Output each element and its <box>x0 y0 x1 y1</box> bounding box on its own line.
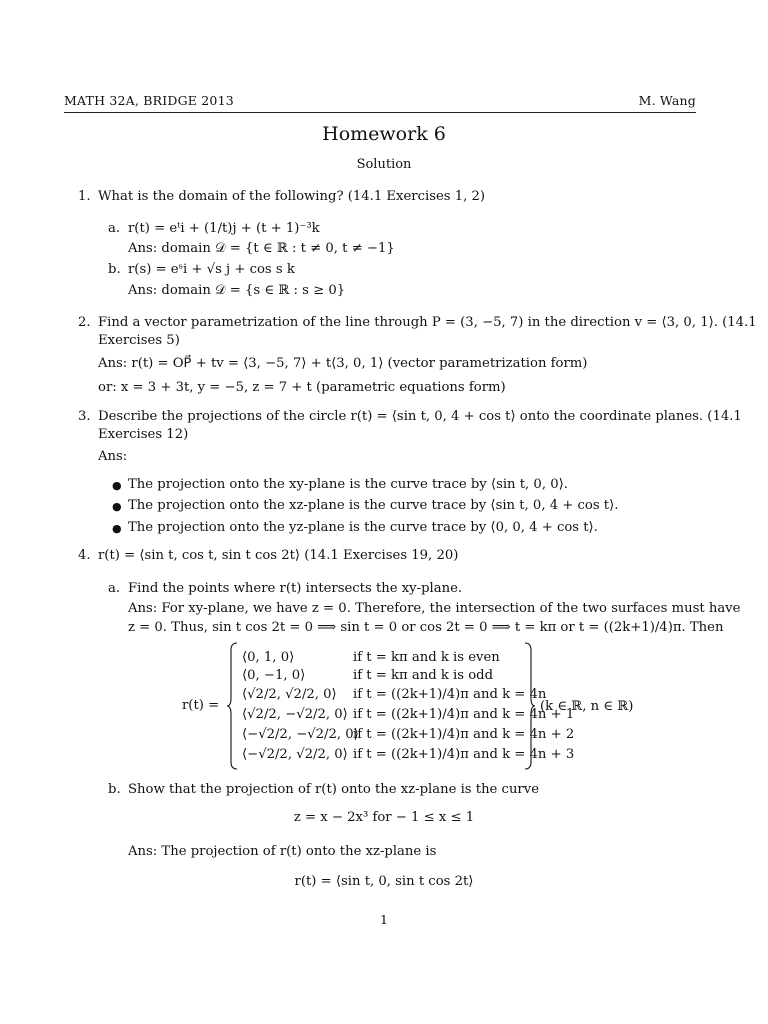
page-title: Homework 6 <box>322 123 446 145</box>
page-subtitle: Solution <box>356 157 412 172</box>
bullet-icon: ● <box>112 500 122 513</box>
piecewise-condition-2: if t = kπ and k is odd <box>353 668 494 683</box>
problem-4-number: 4. <box>78 548 91 563</box>
piecewise-value-5: ⟨−√2/2, −√2/2, 0⟩ <box>242 727 359 742</box>
problem-3-bullet-xy: The projection onto the xy-plane is the curve trace by ⟨sin t, 0, 0⟩. <box>128 477 568 492</box>
bullet-icon: ● <box>112 479 122 492</box>
problem-4a-answer-line1: Ans: For xy-plane, we have z = 0. Therefore, the intersection of the two surfaces must have <box>128 601 741 616</box>
bullet-icon: ● <box>112 522 122 535</box>
author-header: M. Wang <box>638 93 696 108</box>
problem-2-answer-parametric: or: x = 3 + 3t, y = −5, z = 7 + t (parametric equations form) <box>98 380 506 395</box>
problem-3-text-line2: Exercises 12) <box>98 427 189 442</box>
problem-1a-label: a. <box>108 221 121 236</box>
right-brace-icon <box>524 642 536 770</box>
problem-2-text-line2: Exercises 5) <box>98 333 180 348</box>
problem-3-answer-label: Ans: <box>98 449 128 464</box>
problem-4b-equation-2: r(t) = ⟨sin t, 0, sin t cos 2t⟩ <box>294 874 474 889</box>
piecewise-label: r(t) = <box>182 698 220 713</box>
piecewise-value-3: ⟨√2/2, √2/2, 0⟩ <box>242 687 337 702</box>
piecewise-condition-3: if t = ((2k+1)/4)π and k = 4n <box>353 687 547 702</box>
problem-4b-label: b. <box>108 782 121 797</box>
problem-2-number: 2. <box>78 315 91 330</box>
problem-1b-expr: r(s) = eˢi + √s j + cos s k <box>128 262 295 277</box>
problem-3-bullet-yz: The projection onto the yz-plane is the curve trace by ⟨0, 0, 4 + cos t⟩. <box>128 520 598 535</box>
problem-4a-text: Find the points where r(t) intersects the xy-plane. <box>128 581 463 596</box>
piecewise-value-2: ⟨0, −1, 0⟩ <box>242 668 306 683</box>
piecewise-condition-5: if t = ((2k+1)/4)π and k = 4n + 2 <box>353 727 575 742</box>
problem-4a-label: a. <box>108 581 121 596</box>
piecewise-condition-6: if t = ((2k+1)/4)π and k = 4n + 3 <box>353 747 575 762</box>
piecewise-value-1: ⟨0, 1, 0⟩ <box>242 650 295 665</box>
problem-2-text-line1: Find a vector parametrization of the line through P = (3, −5, 7) in the direction v = ⟨3, 0, 1⟩. (14.1 <box>98 315 757 330</box>
problem-3-number: 3. <box>78 409 91 424</box>
problem-3-text-line1: Describe the projections of the circle r(t) = ⟨sin t, 0, 4 + cos t⟩ onto the coordinate planes. (14.1 <box>98 409 742 424</box>
problem-2-answer-vector: Ans: r(t) = OP⃗ + tv = ⟨3, −5, 7⟩ + t⟨3, 0, 1⟩ (vector parametrization form) <box>98 356 588 371</box>
problem-1b-label: b. <box>108 262 121 277</box>
problem-1b-answer: Ans: domain 𝒟 = {s ∈ ℝ : s ≥ 0} <box>128 283 346 298</box>
piecewise-value-6: ⟨−√2/2, √2/2, 0⟩ <box>242 747 348 762</box>
problem-4b-answer: Ans: The projection of r(t) onto the xz-plane is <box>128 844 437 859</box>
problem-4b-text: Show that the projection of r(t) onto the xz-plane is the curve <box>128 782 539 797</box>
piecewise-condition-4: if t = ((2k+1)/4)π and k = 4n + 1 <box>353 707 575 722</box>
problem-4-text: r(t) = ⟨sin t, cos t, sin t cos 2t⟩ (14.1 Exercises 19, 20) <box>98 548 459 563</box>
problem-3-bullet-xz: The projection onto the xz-plane is the curve trace by ⟨sin t, 0, 4 + cos t⟩. <box>128 498 619 513</box>
piecewise-value-4: ⟨√2/2, −√2/2, 0⟩ <box>242 707 348 722</box>
problem-1-text: What is the domain of the following? (14.1 Exercises 1, 2) <box>98 189 486 204</box>
left-brace-icon <box>226 642 238 770</box>
piecewise-domain-note: (k ∈ ℝ, n ∈ ℝ) <box>540 699 634 714</box>
piecewise-condition-1: if t = kπ and k is even <box>353 650 500 665</box>
problem-1a-answer: Ans: domain 𝒟 = {t ∈ ℝ : t ≠ 0, t ≠ −1} <box>128 241 395 256</box>
problem-4b-equation: z = x − 2x³ for − 1 ≤ x ≤ 1 <box>293 810 475 825</box>
problem-1a-expr: r(t) = eᵗi + (1/t)j + (t + 1)⁻³k <box>128 221 320 236</box>
problem-1-number: 1. <box>78 189 91 204</box>
header-rule <box>64 112 696 113</box>
page-number: 1 <box>380 912 388 927</box>
problem-4a-answer-line2: z = 0. Thus, sin t cos 2t = 0 ⟹ sin t = 0 or cos 2t = 0 ⟹ t = kπ or t = ((2k+1)/4)π. Then <box>128 620 724 635</box>
course-header: MATH 32A, BRIDGE 2013 <box>64 93 234 108</box>
